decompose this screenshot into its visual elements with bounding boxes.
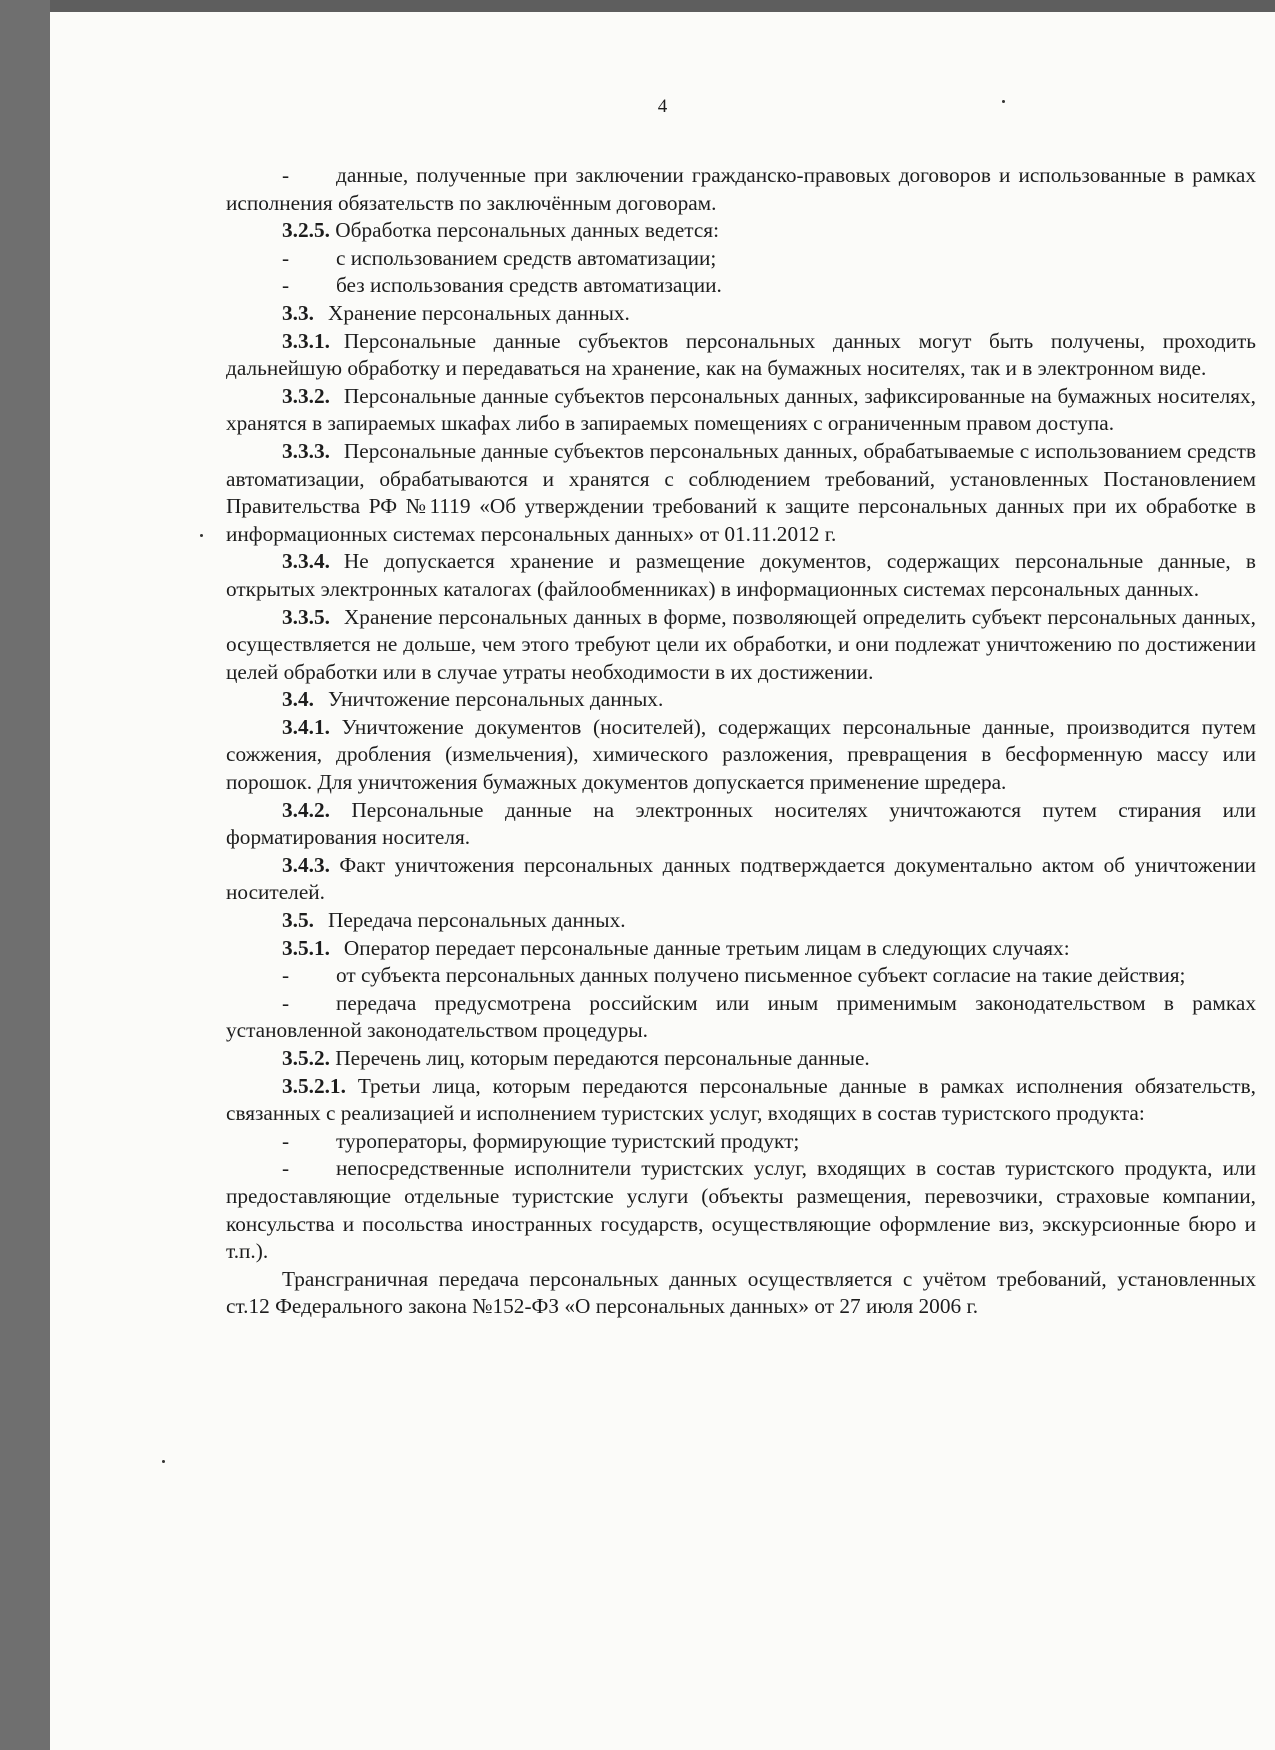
paragraph-text: Трансграничная передача персональных данных осуществляется с учётом требований, установленных ст.12 Федерального закона №152-ФЗ «О персональных данных» от 27 июля 2006 г. xyxy=(226,1266,1256,1319)
numbered-paragraph xyxy=(226,383,1256,438)
clause-number: 3.3.5. xyxy=(282,604,330,629)
paragraph-text: непосредственные исполнители туристских услуг, входящих в состав туристского продукта, или предоставляющие отдельные туристские услуги (объекты размещения, перевозчики, страховые компании, консульства и посольства иностранных государств, осуществляющие оформление виз, экскурсионные бюро и т.п.). xyxy=(226,1156,1256,1264)
clause-number: 3.3. xyxy=(282,300,314,325)
clause-number: 3.4.3. xyxy=(282,852,330,877)
paragraph-text: Хранение персональных данных. xyxy=(327,300,630,325)
paragraph-text: Персональные данные субъектов персональных данных могут быть получены, проходить дальнейшую обработку и передаваться на хранение, как на бумажных носителях, так и в электронном виде. xyxy=(226,328,1256,381)
paragraph-text: Не допускается хранение и размещение документов, содержащих персональные данные, в открытых электронных каталогах (файлообменниках) в информационных системах персональных данных. xyxy=(226,549,1256,601)
dash-marker: - xyxy=(282,963,290,988)
clause-number: 3.5.1. xyxy=(282,935,330,960)
scan-border-top xyxy=(0,0,1275,12)
numbered-paragraph xyxy=(226,852,1256,907)
numbered-paragraph xyxy=(226,604,1256,687)
dash-marker: - xyxy=(282,245,290,270)
paragraph-text: Передача персональных данных. xyxy=(327,908,626,933)
clause-number: 3.5.2.1. xyxy=(282,1073,346,1098)
list-item xyxy=(226,1128,1256,1156)
numbered-paragraph xyxy=(226,1073,1256,1128)
paragraph-text: Факт уничтожения персональных данных подтверждается документально актом об уничтожении носителей. xyxy=(226,852,1256,905)
paragraph-text: с использованием средств автоматизации; xyxy=(336,245,717,270)
numbered-paragraph xyxy=(226,797,1256,852)
scan-speck xyxy=(162,1460,165,1463)
clause-number: 3.3.1. xyxy=(282,328,330,353)
clause-number: 3.4. xyxy=(282,687,314,712)
paragraph-text: без использования средств автоматизации. xyxy=(336,273,722,298)
section-heading xyxy=(226,907,1256,935)
numbered-paragraph xyxy=(226,217,1256,245)
paragraph xyxy=(226,1266,1256,1321)
paragraph-text: Третьи лица, которым передаются персональные данные в рамках исполнения обязательств, связанных с реализацией и исполнением туристских услуг, входящих в состав туристского продукта: xyxy=(226,1073,1256,1126)
paragraph-text: Уничтожение персональных данных. xyxy=(327,687,664,712)
clause-number: 3.5. xyxy=(282,908,314,933)
clause-number: 3.3.4. xyxy=(282,549,330,574)
dash-marker: - xyxy=(282,163,290,187)
list-item xyxy=(226,1155,1256,1265)
clause-number: 3.2.5. xyxy=(282,218,330,243)
clause-number: 3.4.1. xyxy=(282,714,330,739)
dash-marker: - xyxy=(282,273,290,298)
list-item xyxy=(226,990,1256,1045)
numbered-paragraph xyxy=(226,714,1256,797)
numbered-paragraph xyxy=(226,1045,1256,1073)
section-heading xyxy=(226,686,1256,714)
scan-speck xyxy=(1002,100,1005,103)
list-item xyxy=(226,245,1256,273)
paragraph-text: туроператоры, формирующие туристский продукт; xyxy=(336,1128,800,1153)
paragraph-text: передача предусмотрена российским или иным применимым законодательством в рамках установленной законодательством процедуры. xyxy=(226,990,1256,1043)
list-item xyxy=(226,162,1256,217)
numbered-paragraph xyxy=(226,328,1256,383)
paragraph-text: Персональные данные на электронных носителях уничтожаются путем стирания или форматирования носителя. xyxy=(226,797,1256,850)
clause-number: 3.3.2. xyxy=(282,383,330,408)
paragraph-text: Оператор передает персональные данные третьим лицам в следующих случаях: xyxy=(343,935,1070,960)
numbered-paragraph xyxy=(226,548,1256,603)
dash-marker: - xyxy=(282,990,290,1015)
dash-marker: - xyxy=(282,1156,290,1181)
scan-border-left xyxy=(0,0,50,1750)
paragraph-text: Хранение персональных данных в форме, позволяющей определить субъект персональных данных, осуществляется не дольше, чем этого требуют цели их обработки, и они подлежат уничтожению по достижении целей обработки или в случае утраты необходимости в их достижении. xyxy=(226,604,1256,684)
numbered-paragraph xyxy=(226,438,1256,548)
document-page xyxy=(50,12,1275,1750)
dash-marker: - xyxy=(282,1128,290,1153)
section-heading xyxy=(226,300,1256,328)
paragraph-text: Обработка персональных данных ведется: xyxy=(335,218,720,243)
paragraph-text: Уничтожение документов (носителей), содержащих персональные данные, производится путем сожжения, дробления (измельчения), химического разложения, превращения в бесформенную массу или порошок. Для уничтожения бумажных документов допускается применение шредера. xyxy=(226,714,1256,795)
list-item xyxy=(226,272,1256,300)
scan-speck xyxy=(200,534,203,537)
clause-number: 3.3.3. xyxy=(282,438,330,463)
paragraph-text: Перечень лиц, которым передаются персональные данные. xyxy=(335,1046,870,1070)
clause-number: 3.5.2. xyxy=(282,1046,330,1070)
paragraph-text: Персональные данные субъектов персональных данных, зафиксированные на бумажных носителях, хранятся в запираемых шкафах либо в запираемых помещениях с ограниченным правом доступа. xyxy=(226,383,1256,436)
paragraph-text: от субъекта персональных данных получено письменное субъект согласие на такие действия; xyxy=(336,963,1186,988)
numbered-paragraph xyxy=(226,935,1256,963)
document-body xyxy=(226,162,1256,1321)
list-item xyxy=(226,962,1256,990)
paragraph-text: данные, полученные при заключении гражданско-правовых договоров и использованные в рамках исполнения обязательств по заключённым договорам. xyxy=(226,163,1256,215)
page-number: 4 xyxy=(657,96,668,117)
clause-number: 3.4.2. xyxy=(282,797,330,822)
paragraph-text: Персональные данные субъектов персональных данных, обрабатываемые с использованием средств автоматизации, обрабатываются и хранятся с соблюдением требований, установленных Постановлением Правительства РФ №1119 «Об утверждении требований к защите персональных данных при их обработке в информационных системах персональных данных» от 01.11.2012 г. xyxy=(226,438,1256,546)
